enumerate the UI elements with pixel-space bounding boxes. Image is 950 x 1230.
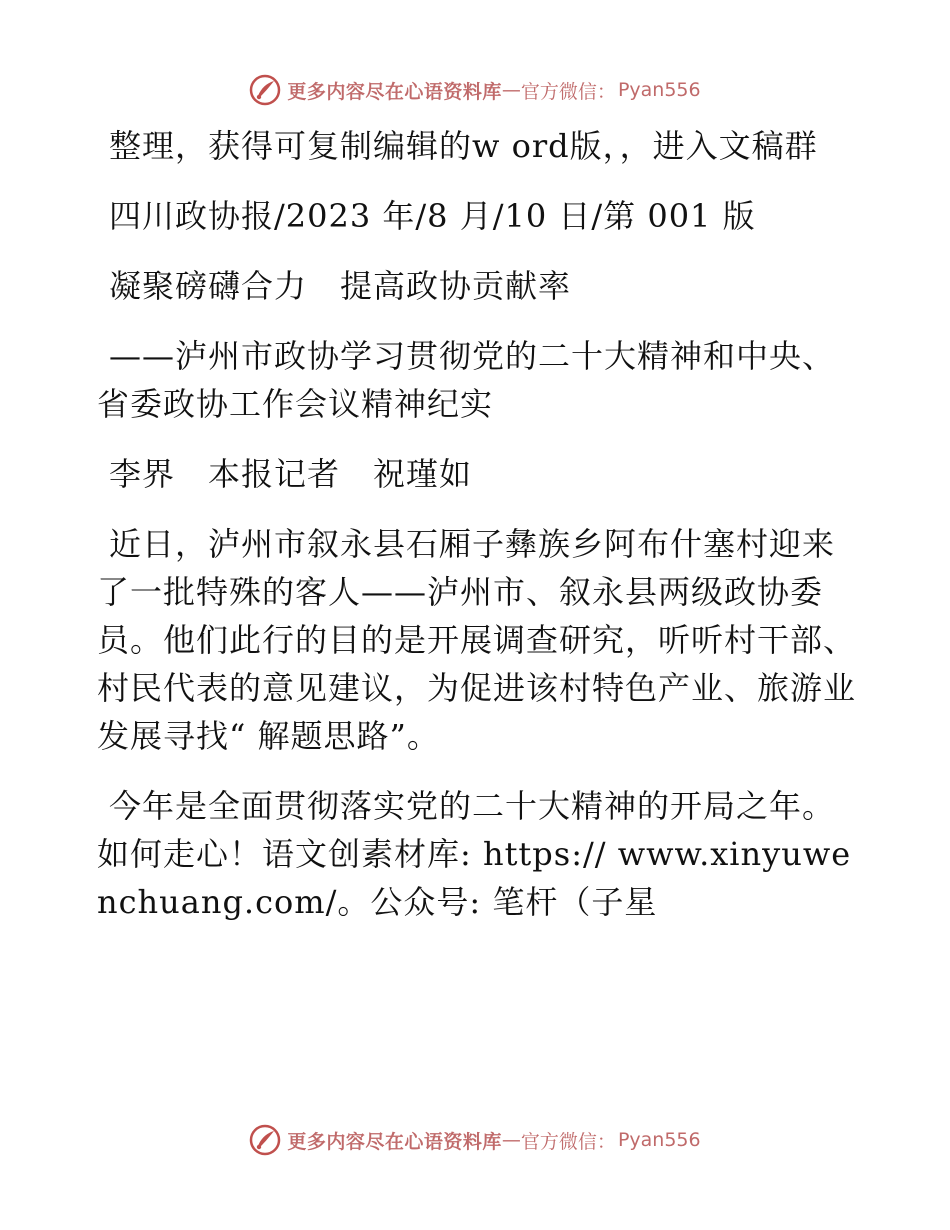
paragraph-body-1: 近日，泸州市叙永县石厢子彝族乡阿布什塞村迎来了一批特殊的客人——泸州市、叙永县两级政协委员。他们此行的目的是开展调查研究，听听村干部、村民代表的意见建议，为促进该村特色产业、旅游业发展寻找“ 解题思路”。 — [97, 525, 857, 755]
brush-logo-icon — [249, 1124, 281, 1156]
banner-official-label: 官方微信： — [520, 80, 616, 103]
banner-dash: — — [501, 1129, 521, 1151]
paragraph-source-line: 四川政协报/2023 年/8 月/10 日/第 001 版 — [109, 197, 756, 235]
footer-watermark-banner — [0, 1120, 950, 1160]
header-watermark-banner — [0, 70, 950, 110]
banner-wechat-id: Pyan556 — [617, 79, 701, 101]
banner-dash: — — [501, 79, 521, 101]
banner-official-label: 官方微信： — [520, 1130, 616, 1153]
article-title: 凝聚磅礴合力 提高政协贡献率 — [109, 267, 572, 305]
article-subtitle: ——泸州市政协学习贯彻党的二十大精神和中央、省委政协工作会议精神纪实 — [97, 337, 836, 423]
paragraph-body-2: 今年是全面贯彻落实党的二十大精神的开局之年。如何走心！语文创素材库: https:// www.xinyuwenchuang.com/。公众号: 笔杆（子星 — [97, 787, 852, 921]
banner-wechat-id: Pyan556 — [617, 1129, 701, 1151]
brush-logo-icon — [249, 74, 281, 106]
banner-main-text: 更多内容尽在心语资料库 — [287, 80, 502, 103]
paragraph-intro-note: 整理，获得可复制编辑的w ord版，，进入文稿群 — [109, 127, 818, 165]
banner-main-text: 更多内容尽在心语资料库 — [287, 1130, 502, 1153]
document-body — [97, 122, 857, 948]
article-byline: 李界 本报记者 祝瑾如 — [109, 455, 473, 493]
